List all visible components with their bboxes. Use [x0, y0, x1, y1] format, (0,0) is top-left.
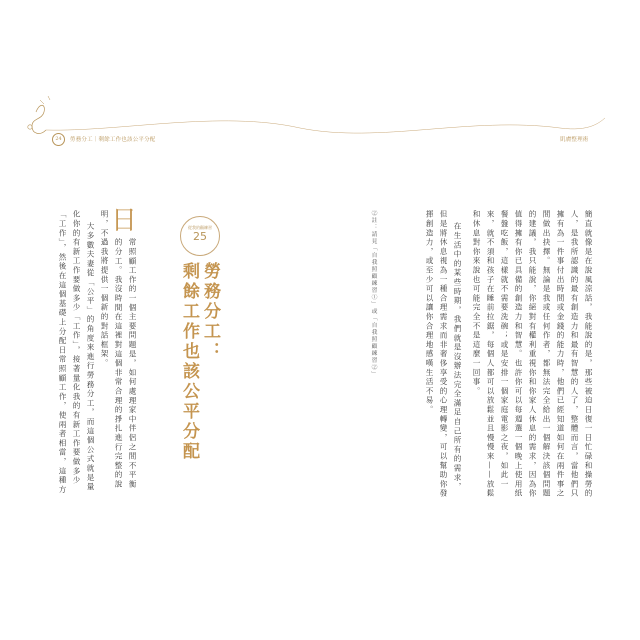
chapter-label: 從我的顧練習 [188, 225, 212, 230]
right-column-2: 人，是我所認識的最有創造力和最有智慧的人了，整體而言，當他們只 [570, 210, 579, 499]
right-column-11: 但是將休息視為一種合理需求而非奢侈享受的心理轉變，可以幫助你發 [439, 210, 448, 499]
right-column-8: 來，就不須和孩子在睡前拉鋸，每個人都可以放鬆並且慢慢來——放鬆 [486, 210, 495, 499]
right-column-5: 的建議，我只能說，你絕對有權利重視你和你家人休息的需求，因為你 [528, 210, 537, 499]
right-column-3: 擁有為一件事付出時間或金錢的能力時，他們已經知道如何在兩件事之 [556, 210, 565, 499]
right-column-6: 值得擁有你已具備的創造力和智慧。也許你可以每週選一個晚上使用紙 [514, 210, 523, 499]
page-number: 24 [52, 133, 65, 146]
right-running-title: 肌膚整理術 [560, 137, 589, 143]
chapter-number: 25 [193, 230, 207, 243]
left-column-1: 常照顧工作的一個主要問題是，如何處理家中伴侶之間不平衡 [128, 238, 137, 490]
left-column-5: 化你的有新工作要做多少「工作」，接著量化我的有新工作要做多少 [72, 210, 81, 486]
chapter-title-line-1: 勞務分工： [200, 262, 220, 362]
left-column-3: 明，不過我將提供一個新的對話框架。 [100, 210, 109, 369]
drop-cap: 日 [111, 206, 138, 236]
right-column-7: 餐盤吃飯，這樣就不需要洗碗；或是安排一個家庭電影之夜，如此一 [500, 210, 509, 489]
left-column-6: 「工作」，然後在這個基礎上分配日常照顧工作，使兩者相當，這種方 [58, 210, 67, 495]
left-column-4: 大多數夫妻從「公平」的角度來進行勞務分工，而這個公式就是量 [86, 222, 95, 492]
right-column-10: 在生活中的某些時期，我們就是沒辦法完全滿足自己所有的需求， [453, 222, 462, 492]
right-column-1: 簡直就像是在說風涼話，我能說的是，那些被迫日復一日忙碌和操勞的 [584, 210, 593, 499]
footnote: ②註：請見「自我照顧練習①」或「自我照顧練習②」 [370, 210, 376, 378]
left-running-title: 勞務分工｜剩餘工作也該公平分配 [70, 137, 156, 143]
chapter-title-line-2: 剩餘工作也該公平分配 [179, 262, 199, 462]
right-column-9: 和休息對你來說也可能完全不是這麼一回事。 [472, 210, 481, 396]
right-column-12: 揮創造力，或至少可以讓你合理地感嘆生活不易。 [425, 210, 434, 415]
chapter-badge [180, 216, 220, 256]
left-column-2: 的分工。我沒時間在這裡對這個非常合理的掙扎進行完整的說 [114, 238, 123, 490]
right-column-4: 間做出抉擇。無論是我或任何作者，都無法完全給出一個解決該個問題 [542, 210, 551, 499]
